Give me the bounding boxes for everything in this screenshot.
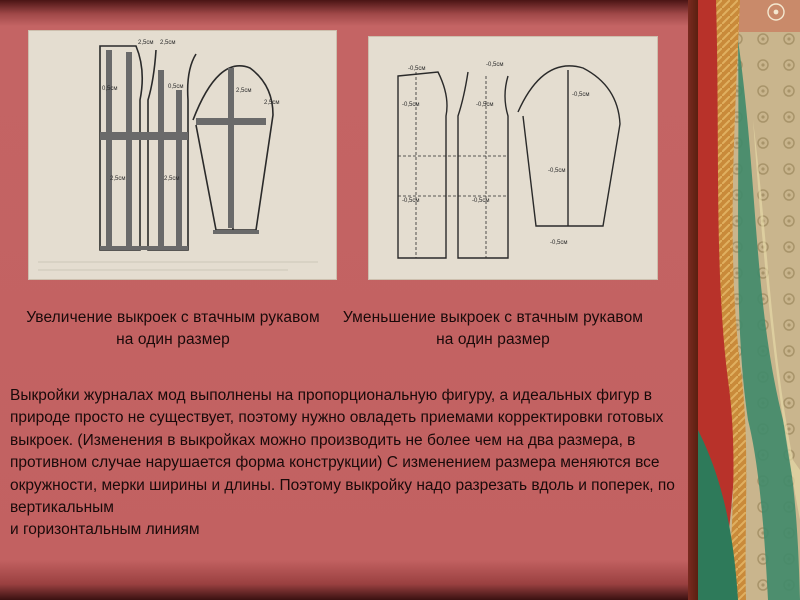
dim-label: 2,5см [236, 88, 252, 94]
dim-label: -0,5см [548, 168, 566, 174]
right-caption: Уменьшение выкроек с втачным рукавом на один размер [342, 309, 644, 348]
dim-label: -0,5см [572, 92, 590, 98]
dim-label: 2,5см [164, 176, 180, 182]
dim-label: 2,5см [160, 40, 176, 46]
enlarging-pattern-image [28, 30, 337, 280]
dim-label: 2,5см [110, 176, 126, 182]
pattern-drawing-reduce [368, 36, 658, 280]
dim-label: -0,5см [408, 66, 426, 72]
dim-label: 0,5см [168, 84, 184, 90]
dim-label: -0,5см [402, 198, 420, 204]
pattern-drawing-enlarge [28, 30, 337, 280]
dim-label: 0,5см [102, 86, 118, 92]
dim-label: -0,5см [486, 62, 504, 68]
dim-label: -0,5см [472, 198, 490, 204]
body-paragraph: Выкройки журналах мод выполнены на пропорциональную фигуру, а идеальных фигур в природе просто не существует, поэтому нужно овладеть приемами корректировки готовых выкроек. (Изменения в выкройках можно производить не более чем на два размера, в противном случае нарушается форма конструкции) С изменением размера меняются все окружности, мерки ширины и длины. Поэтому выкройку надо разрезать вдоль и поперек, по вертикальным и горизонтальным линиям [10, 387, 675, 539]
reducing-pattern-image [368, 36, 658, 280]
dim-label: -0,5см [550, 240, 568, 246]
decorative-fabric-strip [698, 0, 800, 600]
dim-label: -0,5см [476, 102, 494, 108]
dim-label: 2,5см [264, 100, 280, 106]
panel-edge [688, 0, 698, 600]
dim-label: 2,5см [138, 40, 154, 46]
left-caption: Увеличение выкроек с втачным рукавом на один размер [26, 309, 320, 348]
dim-label: -0,5см [402, 102, 420, 108]
